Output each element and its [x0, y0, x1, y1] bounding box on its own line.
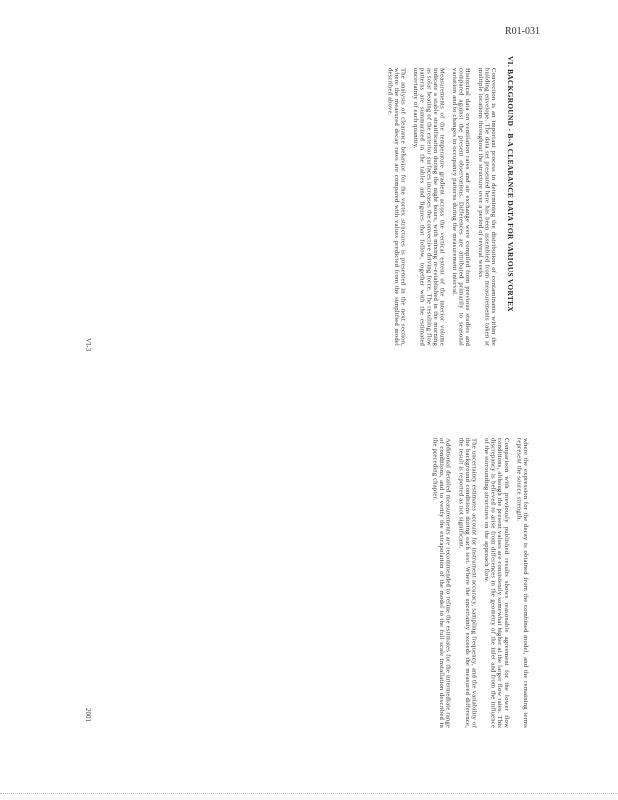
paragraph: Historical data on ventilation rates and air exchange were compiled from previous studies and compared against the present observations. Differences are attributed primarily to seasonal variation and to changes in occupancy patterns during the measurement interval. [451, 68, 472, 346]
paragraph: The uncertainty estimates account for instrument accuracy, sampling frequency, and the variability of the background conditions during each test. Where the uncertainty exceeds the measured difference, the result is reported as not significant. [457, 438, 478, 728]
section-heading: VI. BACKGROUND - B-A CLEARANCE DATA FOR VARIOUS VORTEX [506, 56, 515, 312]
paragraph: where the expression for the decay is obtained from the combined model, and the remaining terms represent the source strength. [515, 438, 529, 728]
page-marker-bottom: 2001 [84, 708, 92, 722]
paragraph: Comparison with previously published results shows reasonable agreement for the lower flow conditions, although the present values are consistently somewhat higher at the larger flow rates. This discrepancy is believed to arise from differences in the geometry of the inlet and from the influence of the surrounding structures on the approach flow. [483, 438, 510, 728]
paragraph: Measurements of the temperature gradient across the vertical extent of the interior volume indicate a stable stratification during the night hours, with mixing re-established in the morning as solar heating of the exterior surfaces increases the convective driving force. The resulting flow patterns are summarized in the tables and figures that follow, together with the estimated uncertainty of each quantity. [412, 68, 446, 346]
bottom-dotted-rule [0, 793, 618, 794]
left-column [112, 68, 496, 346]
paragraph: Convection is an important process in determining the distribution of contaminants within the building envelope. The data set presented here has been assembled from measurements taken at multiple locations throughout the structure over a period of several weeks. [476, 68, 497, 346]
right-column [112, 438, 528, 728]
rotated-content [70, 48, 580, 748]
page-number: VI-3 [84, 338, 92, 352]
paragraph: The analysis of clearance behavior for the vortex structures is presented in the next section, where the measured decay rates are compared with values predicted from the simplified model described above. [386, 68, 407, 346]
document-id: R01-031 [505, 26, 540, 37]
paragraph: Additional detailed measurements are recommended to refine the estimates for the intermediate range of conditions, and to verify the extrapolation of the model to the full scale installation described in the preceding chapter. [431, 438, 452, 728]
